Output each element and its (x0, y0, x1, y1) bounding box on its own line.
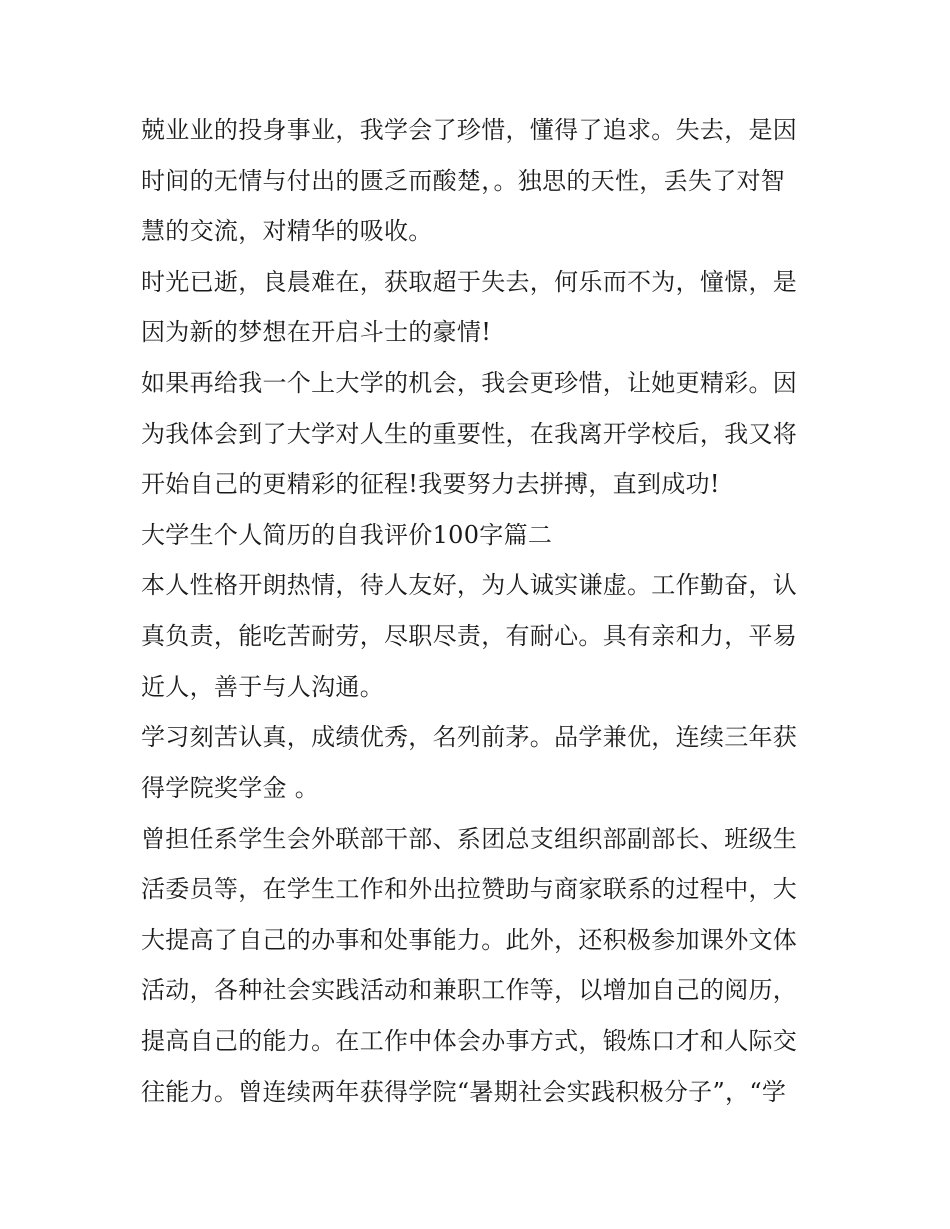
text-line: 学习刻苦认真，成绩优秀，名列前茅。品学兼优，连续三年获 (141, 723, 798, 751)
text-line: 慧的交流，对精华的吸收。 (141, 217, 433, 245)
text-line: 近人，善于与人沟通。 (141, 673, 384, 701)
text-line: 兢业业的投身事业，我学会了珍惜，懂得了追求。失去，是因 (141, 116, 798, 144)
text-line: 活委员等，在学生工作和外出拉赞助与商家联系的过程中，大 (141, 875, 798, 903)
text-line: 为我体会到了大学对人生的重要性，在我离开学校后，我又将 (141, 420, 798, 448)
section-heading: 大学生个人简历的自我评价100字篇二 (141, 521, 553, 549)
text-line: 时光已逝，良晨难在，获取超于失去，何乐而不为，憧憬，是 (141, 268, 798, 296)
text-line: 活动，各种社会实践活动和兼职工作等，以增加自己的阅历， (141, 976, 798, 1004)
text-line: 提高自己的能力。在工作中体会办事方式，锻炼口才和人际交 (141, 1027, 798, 1055)
text-line: 时间的无情与付出的匮乏而酸楚，。独思的天性，丢失了对智 (141, 167, 786, 195)
text-line: 真负责，能吃苦耐劳，尽职尽责，有耐心。具有亲和力，平易 (141, 622, 798, 650)
text-line: 得学院奖学金 。 (141, 774, 320, 802)
text-line: 因为新的梦想在开启斗士的豪情! (141, 318, 492, 346)
text-line: 本人性格开朗热情，待人友好，为人诚实谦虚。工作勤奋，认 (141, 571, 798, 599)
text-line: 开始自己的更精彩的征程!我要努力去拼搏，直到成功! (141, 470, 720, 498)
text-line: 如果再给我一个上大学的机会，我会更珍惜，让她更精彩。因 (141, 369, 798, 397)
text-line: 曾担任系学生会外联部干部、系团总支组织部副部长、班级生 (141, 825, 798, 853)
text-line: 往能力。曾连续两年获得学院“暑期社会实践积极分子”，“学 (141, 1078, 787, 1106)
text-line: 大提高了自己的办事和处事能力。此外，还积极参加课外文体 (141, 926, 798, 954)
